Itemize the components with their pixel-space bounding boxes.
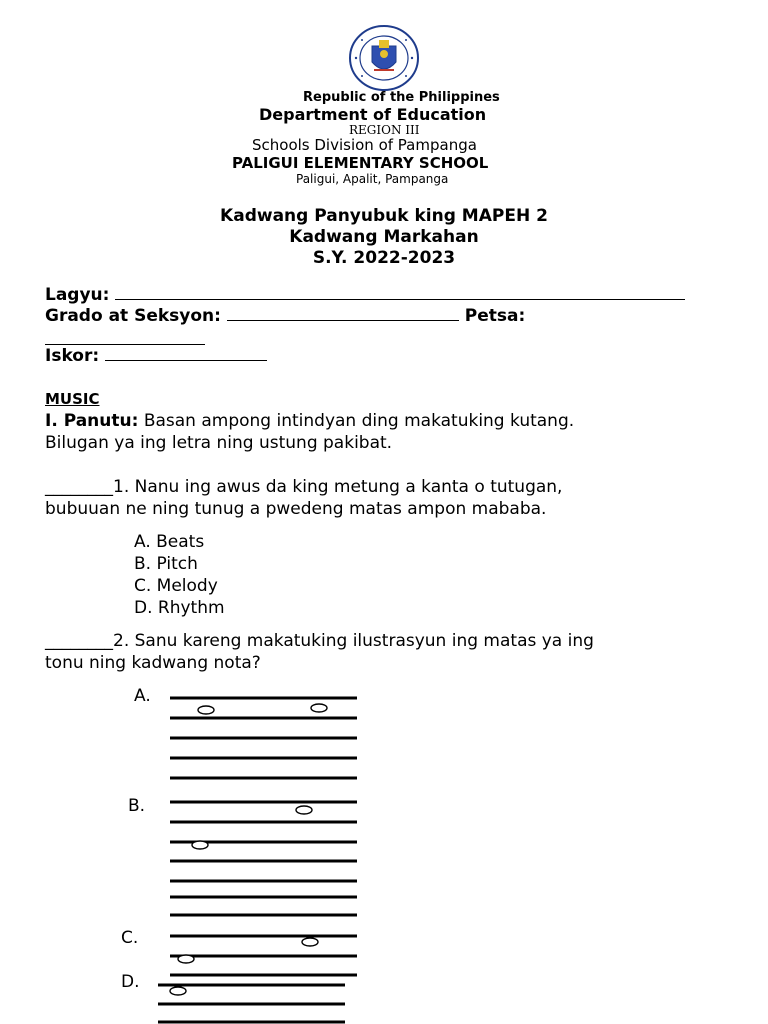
question-2-choice-b[interactable]: B. — [128, 796, 146, 816]
question-1-answer-blank[interactable]: ________ — [45, 477, 113, 497]
instruction-label: I. Panutu: — [45, 411, 139, 431]
note-b1 — [296, 806, 312, 814]
note-a1 — [198, 706, 214, 714]
instruction-text: Basan ampong intindyan ding makatuking kutang. — [138, 411, 575, 431]
question-1-choice-c[interactable]: C. Melody — [134, 576, 218, 596]
section-heading: MUSIC — [45, 390, 100, 408]
question-2-choice-c[interactable]: C. — [121, 928, 139, 948]
score-label: Iskor: — [45, 346, 100, 366]
question-1-choice-a[interactable]: A. Beats — [134, 532, 205, 552]
note-b2 — [192, 841, 208, 849]
school-year: S.Y. 2022-2023 — [312, 248, 456, 268]
staff-option-a — [170, 698, 357, 778]
question-1-line2: bubuuan ne ning tunug a pwedeng matas ampon mababa. — [45, 499, 547, 519]
grade-label: Grado at Seksyon: — [45, 306, 221, 326]
school-name: PALIGUI ELEMENTARY SCHOOL — [232, 154, 489, 172]
note-a2 — [311, 704, 327, 712]
department-label: Department of Education — [259, 105, 487, 124]
question-1-choice-d[interactable]: D. Rhythm — [134, 598, 225, 618]
name-label: Lagyu: — [45, 285, 110, 305]
question-2-choice-d[interactable]: D. — [121, 972, 140, 992]
staff-option-c — [170, 936, 357, 975]
republic-label: Republic of the Philippines — [303, 90, 500, 105]
note-c1 — [302, 938, 318, 946]
quarter-title: Kadwang Markahan — [289, 227, 479, 247]
region-label: REGION III — [349, 123, 420, 137]
date-label: Petsa: — [464, 306, 526, 326]
question-2-choice-a[interactable]: A. — [134, 686, 151, 706]
question-2-answer-blank[interactable]: ________ — [45, 631, 113, 651]
instruction-line2: Bilugan ya ing letra ning ustung pakibat. — [45, 433, 393, 453]
division-label: Schools Division of Pampanga — [252, 136, 477, 154]
staff-option-b — [170, 802, 357, 915]
note-c2 — [178, 955, 194, 963]
question-2-text: 2. Sanu kareng makatuking ilustrasyun ing matas ya ing — [113, 631, 594, 651]
question-1-text: 1. Nanu ing awus da king metung a kanta o tutugan, — [113, 477, 563, 497]
note-d1 — [170, 987, 186, 995]
question-2-line2: tonu ning kadwang nota? — [45, 653, 261, 673]
school-address: Paligui, Apalit, Pampanga — [296, 172, 449, 186]
staff-option-d — [158, 985, 345, 1022]
test-title: Kadwang Panyubuk king MAPEH 2 — [220, 206, 548, 226]
question-1-choice-b[interactable]: B. Pitch — [134, 554, 198, 574]
